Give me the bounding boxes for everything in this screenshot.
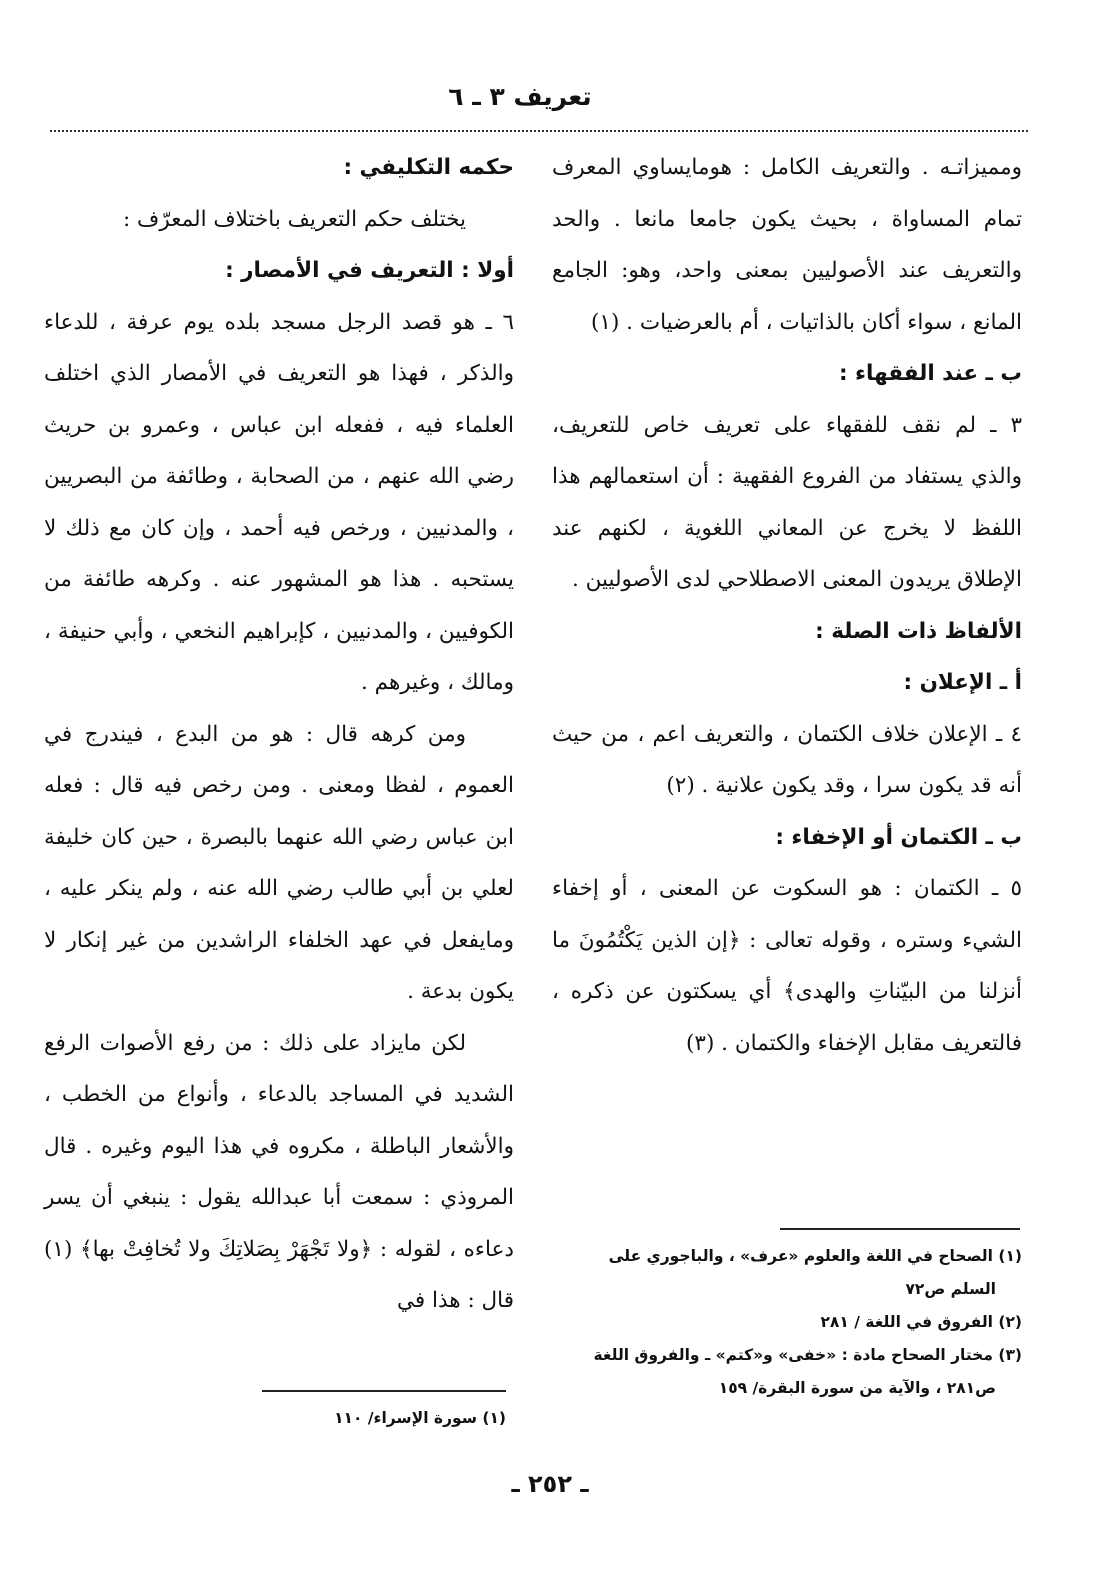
- footnote-item: [552, 1339, 1022, 1405]
- paragraph-definition-complete: ومميزاتـه . والتعريف الكامل : هومايساوي المعرف تمام المساواة ، بحيث يكون جامعا مانعا . والحد والتعريف عند الأصوليين بمعنى واحد، وهو: الجامع المانع ، سواء أكان بالذاتيات ، أم بالعرضيات . (١): [552, 155, 1022, 335]
- subheading-cities: أولا : التعريف في الأمصار :: [225, 258, 514, 283]
- footnote-text-continued: السلم ص٧٢: [905, 1280, 996, 1298]
- paragraph-concealment: ٥ ـ الكتمان : هو السكوت عن المعنى ، أو إخفاء الشيء وستره ، وقوله تعالى : ﴿إن الذين يَكْتُمُونَ ما أنزلنا من البيّناتِ والهدى﴾ أي يسكتون عن ذكره ، فالتعريف مقابل الإخفاء والكتمان . (٣): [552, 876, 1022, 1056]
- footnote-text: (١) سورة الإسراء/ ١١٠: [334, 1409, 506, 1427]
- header-title: تعريف ٣ ـ ٦: [448, 82, 592, 111]
- paragraph-cities-definition: ٦ ـ هو قصد الرجل مسجد بلده يوم عرفة ، للدعاء والذكر ، فهذا هو التعريف في الأمصار الذي اختلف العلماء فيه ، ففعله ابن عباس ، وعمرو بن حريث رضي الله عنهم ، من الصحابة ، وطائفة من البصريين ، والمدنيين ، ورخص فيه أحمد ، وإن كان مع ذلك لا يستحبه . هذا هو المشهور عنه . وكرهه طائفة من الكوفيين ، والمدنيين ، كإبراهيم النخعي ، وأبي حنيفة ، ومالك ، وغيرهم .: [44, 309, 514, 695]
- footnote-text: (٢) الفروق في اللغة / ٢٨١: [820, 1313, 1022, 1331]
- footnote-text: (٣) مختار الصحاح مادة : «خفى» و«كتم» ـ والفروق اللغة: [593, 1346, 1022, 1364]
- subheading-concealment: ب ـ الكتمان أو الإخفاء :: [775, 824, 1022, 850]
- footnote-item: [44, 1402, 506, 1435]
- footnote-divider-left: [262, 1390, 506, 1392]
- section-heading-related-terms: الألفاظ ذات الصلة :: [815, 618, 1022, 644]
- right-column: [552, 142, 1022, 1069]
- footnote-text-continued: ص٢٨١ ، والآية من سورة البقرة/ ١٥٩: [718, 1379, 996, 1397]
- footnote-item: [552, 1306, 1022, 1339]
- footnote-item: [552, 1240, 1022, 1306]
- subheading-announcement: أ ـ الإعلان :: [903, 670, 1022, 695]
- footnotes-left: [44, 1402, 506, 1435]
- footnote-text: (١) الصحاح في اللغة والعلوم «عرف» ، والباجوري على: [608, 1247, 1022, 1265]
- paragraph-announcement: ٤ ـ الإعلان خلاف الكتمان ، والتعريف اعم ، من حيث أنه قد يكون سرا ، وقد يكون علانية . (٢): [552, 721, 1022, 798]
- paragraph-ruling-intro: يختلف حكم التعريف باختلاف المعرّف :: [122, 206, 466, 232]
- paragraph-additions: لكن مايزاد على ذلك : من رفع الأصوات الرفع الشديد في المساجد بالدعاء ، وأنواع من الخطب ، والأشعار الباطلة ، مكروه في هذا اليوم وغيره . قال المروذي : سمعت أبا عبدالله يقول : ينبغي أن يسر دعاءه ، لقوله : ﴿ولا تَجْهَرْ بِصَلاتِكَ ولا تُخافِتْ بها﴾ (١) قال : هذا في: [44, 1030, 514, 1313]
- header-dotted-divider: [50, 130, 1028, 132]
- paragraph-disliked-opinion: ومن كرهه قال : هو من البدع ، فيندرج في العموم ، لفظا ومعنى . ومن رخص فيه قال : فعله ابن عباس رضي الله عنهما بالبصرة ، حين كان خليفة لعلي بن أبي طالب رضي الله عنه ، ولم ينكر عليه ، ومايفعل في عهد الخلفاء الراشدين من غير إنكار لا يكون بدعة .: [44, 721, 514, 1004]
- page-number: ـ ٢٥٢ ـ: [511, 1470, 589, 1498]
- section-heading-ruling: حكمه التكليفي :: [343, 155, 514, 180]
- section-heading-jurists: ب ـ عند الفقهاء :: [838, 361, 1022, 386]
- left-column: [44, 142, 514, 1327]
- footnote-divider-right: [780, 1228, 1020, 1230]
- footnotes-right: [552, 1240, 1022, 1405]
- paragraph-jurists-definition: ٣ ـ لم نقف للفقهاء على تعريف خاص للتعريف، والذي يستفاد من الفروع الفقهية : أن استعمالهم هذا اللفظ لا يخرج عن المعاني اللغوية ، لكنهم عند الإطلاق يريدون المعنى الاصطلاحي لدى الأصوليين .: [552, 412, 1022, 592]
